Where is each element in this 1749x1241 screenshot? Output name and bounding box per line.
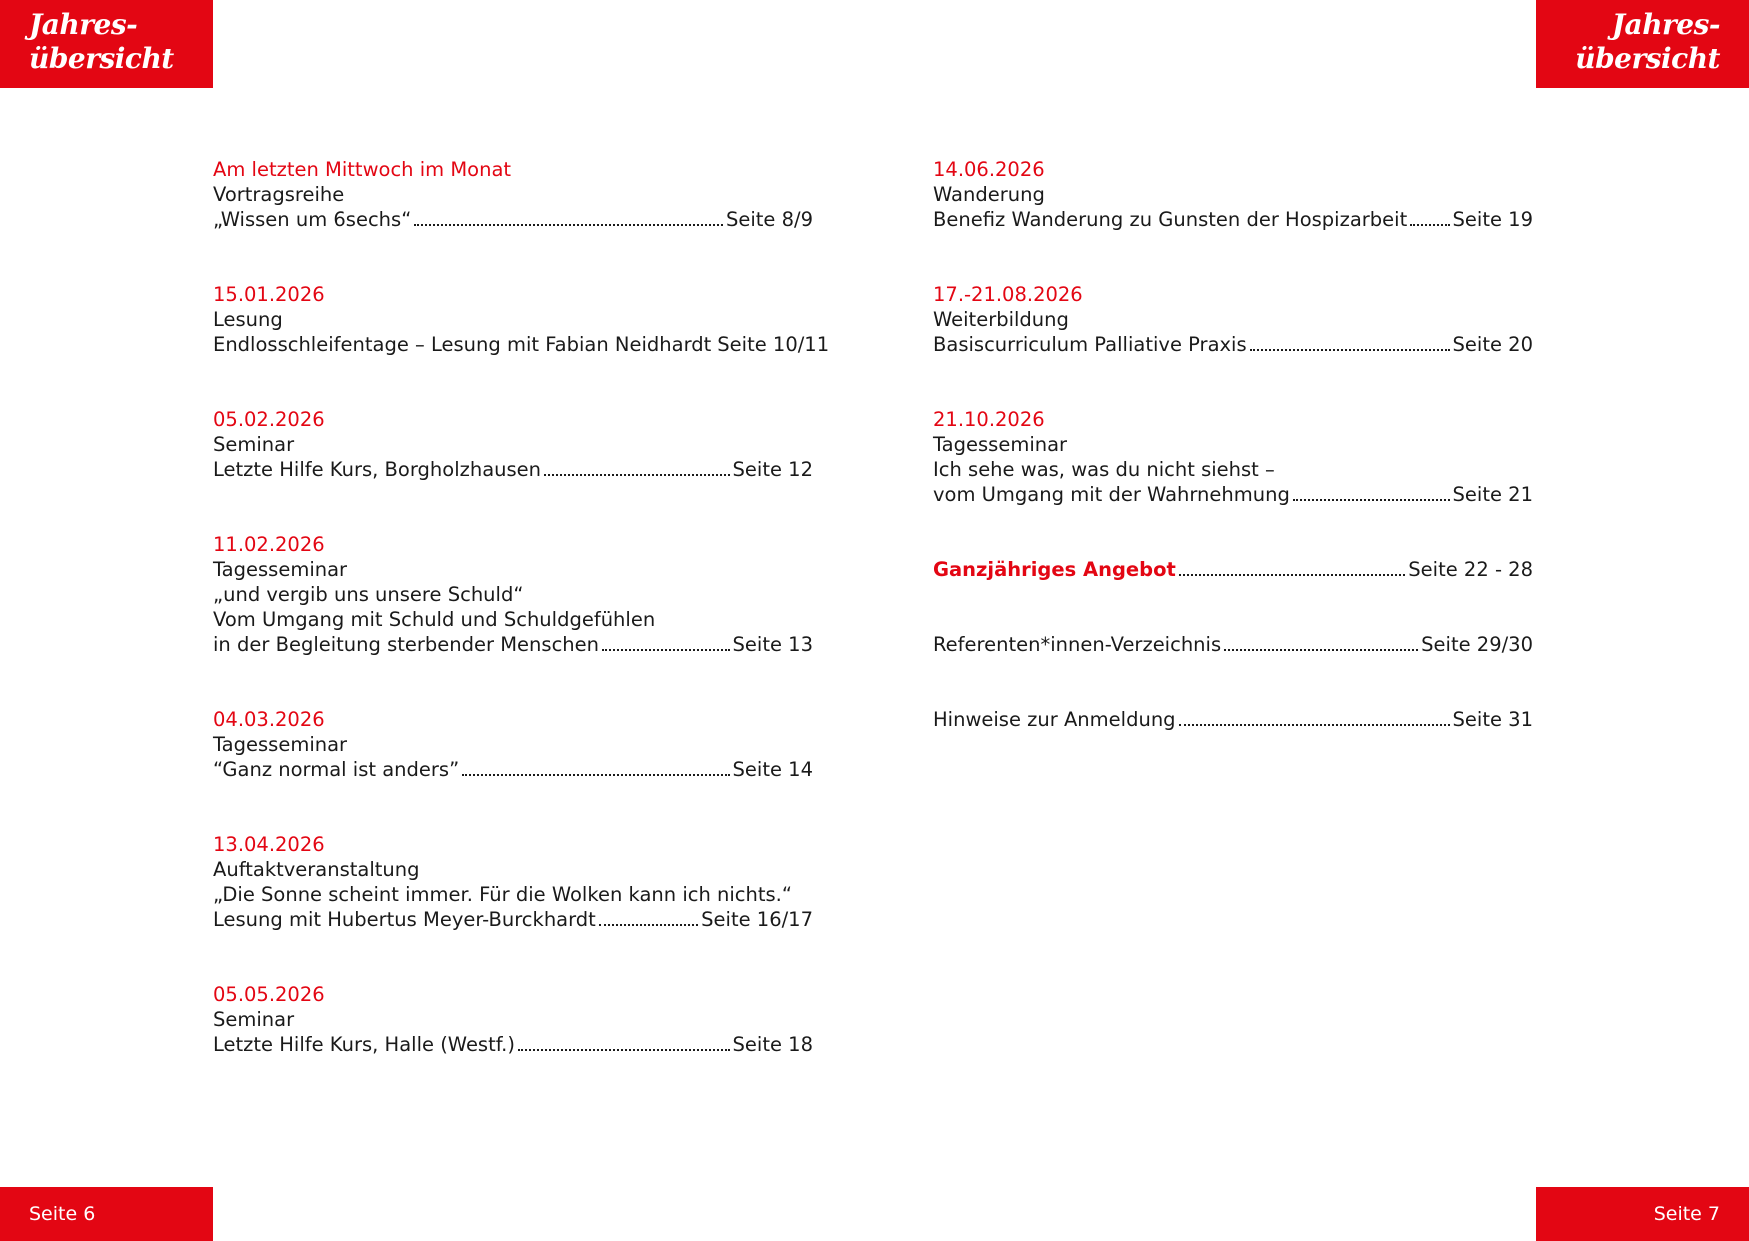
dot-leader (1410, 224, 1449, 226)
entry-type: Auftaktveranstaltung (213, 858, 420, 881)
dot-leader (1293, 499, 1450, 501)
entry-date: 11.02.2026 (213, 533, 325, 556)
toc-entry (213, 982, 813, 1057)
entry-date: 15.01.2026 (213, 283, 325, 306)
entry-type: Tagesseminar (213, 558, 348, 581)
entry-page: Seite 19 (1452, 208, 1533, 231)
entry-page: Seite 31 (1452, 708, 1533, 731)
entry-leader (933, 482, 1533, 507)
toc-entry (213, 832, 813, 932)
entry-subtitle: Vom Umgang mit Schuld und Schuldgefühlen (213, 608, 656, 631)
dot-leader (414, 224, 723, 226)
footer-page-right: Seite 7 (1536, 1187, 1749, 1241)
toc-left-column (213, 157, 830, 1057)
entry-page: Seite 18 (732, 1033, 813, 1056)
dot-leader (602, 649, 730, 651)
entry-leader (933, 707, 1533, 732)
entry-leader (213, 457, 813, 482)
entry-title: Ganzjähriges Angebot (933, 558, 1176, 581)
entry-title: in der Begleitung sterbender Menschen (213, 633, 600, 656)
dot-leader (518, 1049, 730, 1051)
entry-title: Endlosschleifentage – Lesung mit Fabian Neidhardt (213, 333, 712, 356)
entry-subtitle: „Die Sonne scheint immer. Für die Wolken kann ich nichts.“ (213, 883, 792, 906)
entry-type: Wanderung (933, 183, 1045, 206)
dot-leader (599, 924, 698, 926)
entry-date: 05.05.2026 (213, 983, 325, 1006)
toc-right-column (933, 157, 1533, 732)
entry-title: Referenten*innen-Verzeichnis (933, 633, 1222, 656)
header-title-right-line-1: Jahres- (1611, 8, 1720, 41)
entry-type: Weiterbildung (933, 308, 1069, 331)
toc-entry (933, 407, 1533, 507)
entry-type: Tagesseminar (213, 733, 348, 756)
toc-entry (213, 407, 813, 482)
entry-title: Benefiz Wanderung zu Gunsten der Hospizarbeit (933, 208, 1408, 231)
dot-leader (1250, 349, 1450, 351)
toc-entry (213, 532, 813, 657)
entry-date: Am letzten Mittwoch im Monat (213, 158, 512, 181)
entry-page: Seite 13 (732, 633, 813, 656)
entry-title: Hinweise zur Anmeldung (933, 708, 1176, 731)
entry-leader (933, 557, 1533, 582)
toc-entry (933, 157, 1533, 232)
entry-page: Seite 8/9 (725, 208, 813, 231)
entry-leader (933, 332, 1533, 357)
entry-page: Seite 16/17 (701, 908, 813, 931)
entry-title: Basiscurriculum Palliative Praxis (933, 333, 1247, 356)
entry-type: Seminar (213, 1008, 295, 1031)
entry-type: Seminar (213, 433, 295, 456)
entry-leader (213, 907, 813, 932)
toc-entry (213, 282, 830, 357)
entry-leader (213, 1032, 813, 1057)
entry-page: Seite 12 (732, 458, 813, 481)
header-title-left (0, 0, 213, 88)
entry-title: vom Umgang mit der Wahrnehmung (933, 483, 1290, 506)
toc-entry-registration (933, 707, 1533, 732)
entry-title: “Ganz normal ist anders” (213, 758, 460, 781)
entry-type: Vortragsreihe (213, 183, 345, 206)
dot-leader (1179, 724, 1450, 726)
entry-date: 05.02.2026 (213, 408, 325, 431)
entry-type: Lesung (213, 308, 283, 331)
toc-entry-year-round (933, 557, 1533, 582)
entry-date: 17.-21.08.2026 (933, 283, 1083, 306)
toc-entry (213, 157, 813, 232)
entry-subtitle: „und vergib uns unsere Schuld“ (213, 583, 524, 606)
entry-leader (213, 332, 830, 357)
entry-title: Letzte Hilfe Kurs, Borgholzhausen (213, 458, 542, 481)
entry-page: Seite 20 (1452, 333, 1533, 356)
header-title-right (1536, 0, 1749, 88)
toc-entry (213, 707, 813, 782)
entry-leader (933, 207, 1533, 232)
entry-page: Seite 14 (732, 758, 813, 781)
entry-leader (933, 632, 1533, 657)
footer-page-left: Seite 6 (0, 1187, 213, 1241)
entry-title: Lesung mit Hubertus Meyer-Burckhardt (213, 908, 596, 931)
entry-leader (213, 207, 813, 232)
entry-title: „Wissen um 6sechs“ (213, 208, 412, 231)
entry-date: 14.06.2026 (933, 158, 1045, 181)
entry-subtitle: Ich sehe was, was du nicht siehst – (933, 458, 1275, 481)
entry-title: Letzte Hilfe Kurs, Halle (Westf.) (213, 1033, 515, 1056)
toc-entry-speakers (933, 632, 1533, 657)
header-title-right-line-2: übersicht (1575, 42, 1720, 75)
entry-page: Seite 29/30 (1421, 633, 1533, 656)
toc-entry (933, 282, 1533, 357)
entry-page: Seite 10/11 (717, 333, 830, 356)
entry-page: Seite 22 - 28 (1408, 558, 1533, 581)
entry-date: 04.03.2026 (213, 708, 325, 731)
dot-leader (1224, 649, 1418, 651)
header-title-left-line-2: übersicht (29, 42, 174, 75)
entry-page: Seite 21 (1452, 483, 1533, 506)
entry-date: 21.10.2026 (933, 408, 1045, 431)
entry-leader (213, 757, 813, 782)
entry-type: Tagesseminar (933, 433, 1068, 456)
dot-leader (1179, 574, 1405, 576)
dot-leader (462, 774, 729, 776)
header-title-left-line-1: Jahres- (29, 8, 138, 41)
dot-leader (544, 474, 730, 476)
entry-leader (213, 632, 813, 657)
entry-date: 13.04.2026 (213, 833, 325, 856)
